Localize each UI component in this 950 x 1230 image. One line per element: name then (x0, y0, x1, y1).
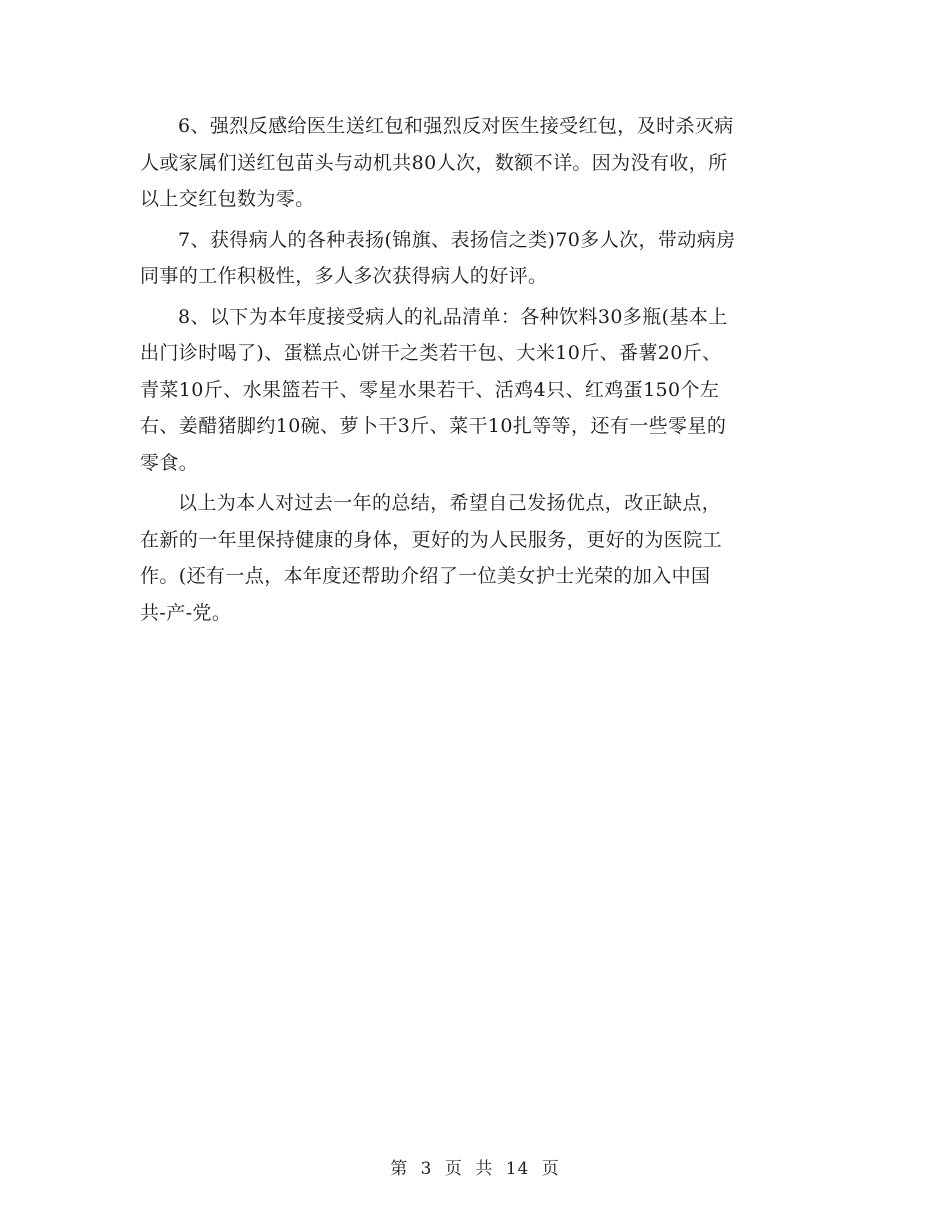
paragraph-item-6: 6、强烈反感给医生送红包和强烈反对医生接受红包，及时杀灭病 人或家属们送红包苗头与动机共80人次，数额不详。因为没有收，所 以上交红包数为零。 (140, 115, 734, 210)
document-body (140, 108, 820, 635)
page-number-footer: 第 3 页 共 14 页 (390, 1159, 560, 1179)
paragraph-item-8-gift-list: 8、以下为本年度接受病人的礼品清单：各种饮料30多瓶(基本上 出门诊时喝了)、蛋糕点心饼干之类若干包、大米10斤、番薯20斤、 青菜10斤、水果篮若干、零星水果若干、活鸡4只、红鸡蛋150个左 右、姜醋猪脚约10碗、萝卜干3斤、菜干10扎等等，还有一些零星的 零食。 (140, 305, 728, 474)
paragraph-summary: 以上为本人对过去一年的总结，希望自己发扬优点，改正缺点， 在新的一年里保持健康的身体，更好的为人民服务，更好的为医院工 作。(还有一点，本年度还帮助介绍了一位美女护士光荣的加入中国 共-产-党。 (140, 492, 723, 624)
paragraph-item-7: 7、获得病人的各种表扬(锦旗、表扬信之类)70多人次，带动病房 同事的工作积极性，多人多次获得病人的好评。 (140, 228, 736, 287)
